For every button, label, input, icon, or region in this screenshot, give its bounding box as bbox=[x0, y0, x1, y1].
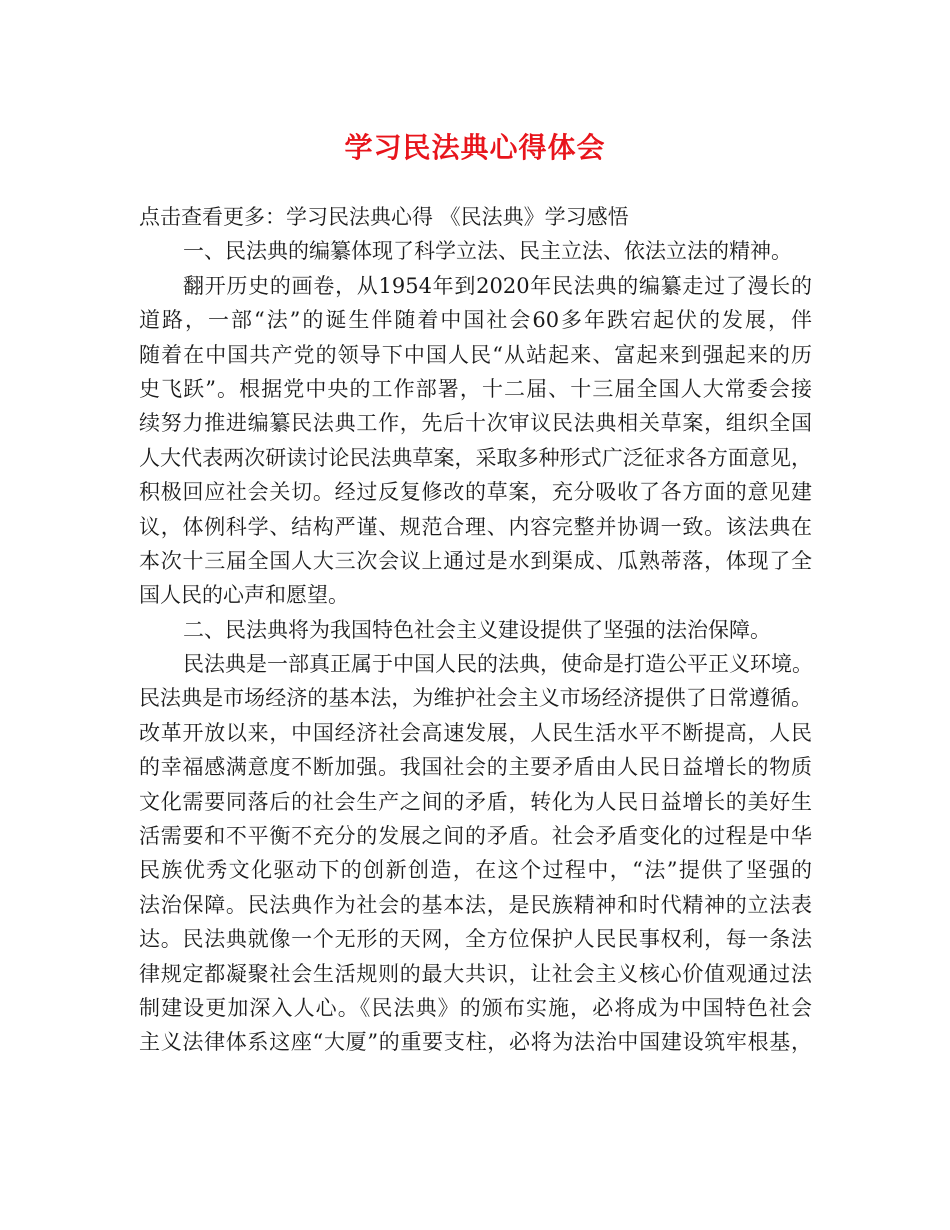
paragraph-line: 翻开历史的画卷，从1954年到2020年民法典的编纂走过了漫长的 bbox=[183, 273, 812, 298]
paragraph-line: 随着在中国共产党的领导下中国人民“从站起来、富起来到强起来的历 bbox=[139, 342, 812, 367]
paragraph-line: 律规定都凝聚社会生活规则的最大共识，让社会主义核心价值观通过法 bbox=[139, 961, 812, 986]
document-body bbox=[139, 200, 812, 1060]
paragraph-line: 达。民法典就像一个无形的天网，全方位保护人民民事权利，每一条法 bbox=[139, 927, 812, 952]
paragraph-line: 改革开放以来，中国经济社会高速发展，人民生活水平不断提高，人民 bbox=[139, 720, 812, 745]
document-title: 学习民法典心得体会 bbox=[344, 131, 606, 164]
paragraph-line: 国人民的心声和愿望。 bbox=[139, 583, 349, 608]
section-heading-2: 二、民法典将为我国特色社会主义建设提供了坚强的法治保障。 bbox=[183, 617, 771, 642]
more-link-line[interactable]: 点击查看更多：学习民法典心得 《民法典》学习感悟 bbox=[139, 205, 629, 229]
paragraph-line: 活需要和不平衡不充分的发展之间的矛盾。社会矛盾变化的过程是中华 bbox=[139, 824, 812, 849]
paragraph-line: 议，体例科学、结构严谨、规范合理、内容完整并协调一致。该法典在 bbox=[139, 514, 812, 539]
paragraph-line: 法治保障。民法典作为社会的基本法，是民族精神和时代精神的立法表 bbox=[139, 892, 812, 917]
paragraph-line: 民法典是一部真正属于中国人民的法典，使命是打造公平正义环境。 bbox=[183, 652, 813, 677]
section-heading-1: 一、民法典的编纂体现了科学立法、民主立法、依法立法的精神。 bbox=[183, 239, 792, 264]
paragraph-line: 文化需要同落后的社会生产之间的矛盾，转化为人民日益增长的美好生 bbox=[139, 789, 812, 814]
paragraph-line: 民族优秀文化驱动下的创新创造，在这个过程中，“法”提供了坚强的 bbox=[139, 858, 812, 883]
paragraph-line: 民法典是市场经济的基本法，为维护社会主义市场经济提供了日常遵循。 bbox=[139, 686, 812, 711]
paragraph-line: 制建设更加深入人心。《民法典》的颁布实施，必将成为中国特色社会 bbox=[139, 995, 812, 1020]
paragraph-line: 主义法律体系这座“大厦”的重要支柱，必将为法治中国建设筑牢根基， bbox=[139, 1030, 812, 1055]
paragraph-line: 史飞跃”。根据党中央的工作部署，十二届、十三届全国人大常委会接 bbox=[139, 376, 812, 401]
paragraph-line: 道路，一部“法”的诞生伴随着中国社会60多年跌宕起伏的发展，伴 bbox=[139, 308, 812, 333]
paragraph-line: 积极回应社会关切。经过反复修改的草案，充分吸收了各方面的意见建 bbox=[139, 480, 812, 505]
paragraph-line: 人大代表两次研读讨论民法典草案，采取多种形式广泛征求各方面意见， bbox=[139, 445, 812, 470]
paragraph-line: 的幸福感满意度不断加强。我国社会的主要矛盾由人民日益增长的物质 bbox=[139, 755, 812, 780]
paragraph-line: 本次十三届全国人大三次会议上通过是水到渠成、瓜熟蒂落，体现了全 bbox=[139, 548, 812, 573]
paragraph-line: 续努力推进编纂民法典工作，先后十次审议民法典相关草案，组织全国 bbox=[139, 411, 812, 436]
